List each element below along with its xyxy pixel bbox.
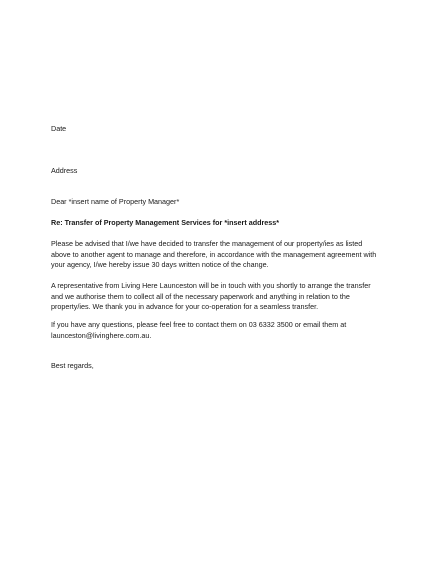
paragraph-2-line-1: A representative from Living Here Launceston will be in touch with you shortly to arrange the transfer — [51, 281, 371, 290]
address-label: Address — [51, 166, 78, 175]
paragraph-2-line-3: property/ies. We thank you in advance for your co-operation for a seamless transfer. — [51, 302, 319, 312]
paragraph-3-line-1: If you have any questions, please feel free to contact them on 03 6332 3500 or email them at — [51, 320, 347, 329]
closing: Best regards, — [51, 361, 94, 370]
paragraph-1-line-2: above to another agent to manage and therefore, in accordance with the management agreement with — [51, 249, 377, 259]
paragraph-1-line-1: Please be advised that I/we have decided to transfer the management of our property/ies as listed — [51, 239, 363, 248]
date-label: Date — [51, 124, 67, 133]
subject-line: Re: Transfer of Property Management Services for *insert address* — [51, 218, 280, 227]
paragraph-3-line-2: launceston@livinghere.com.au. — [51, 330, 152, 340]
paragraph-2-line-2: and we authorise them to collect all of the necessary paperwork and anything in relation to the — [51, 291, 350, 301]
salutation: Dear *insert name of Property Manager* — [51, 197, 180, 206]
paragraph-1-line-3: your agency, I/we hereby issue 30 days written notice of the change. — [51, 260, 269, 270]
